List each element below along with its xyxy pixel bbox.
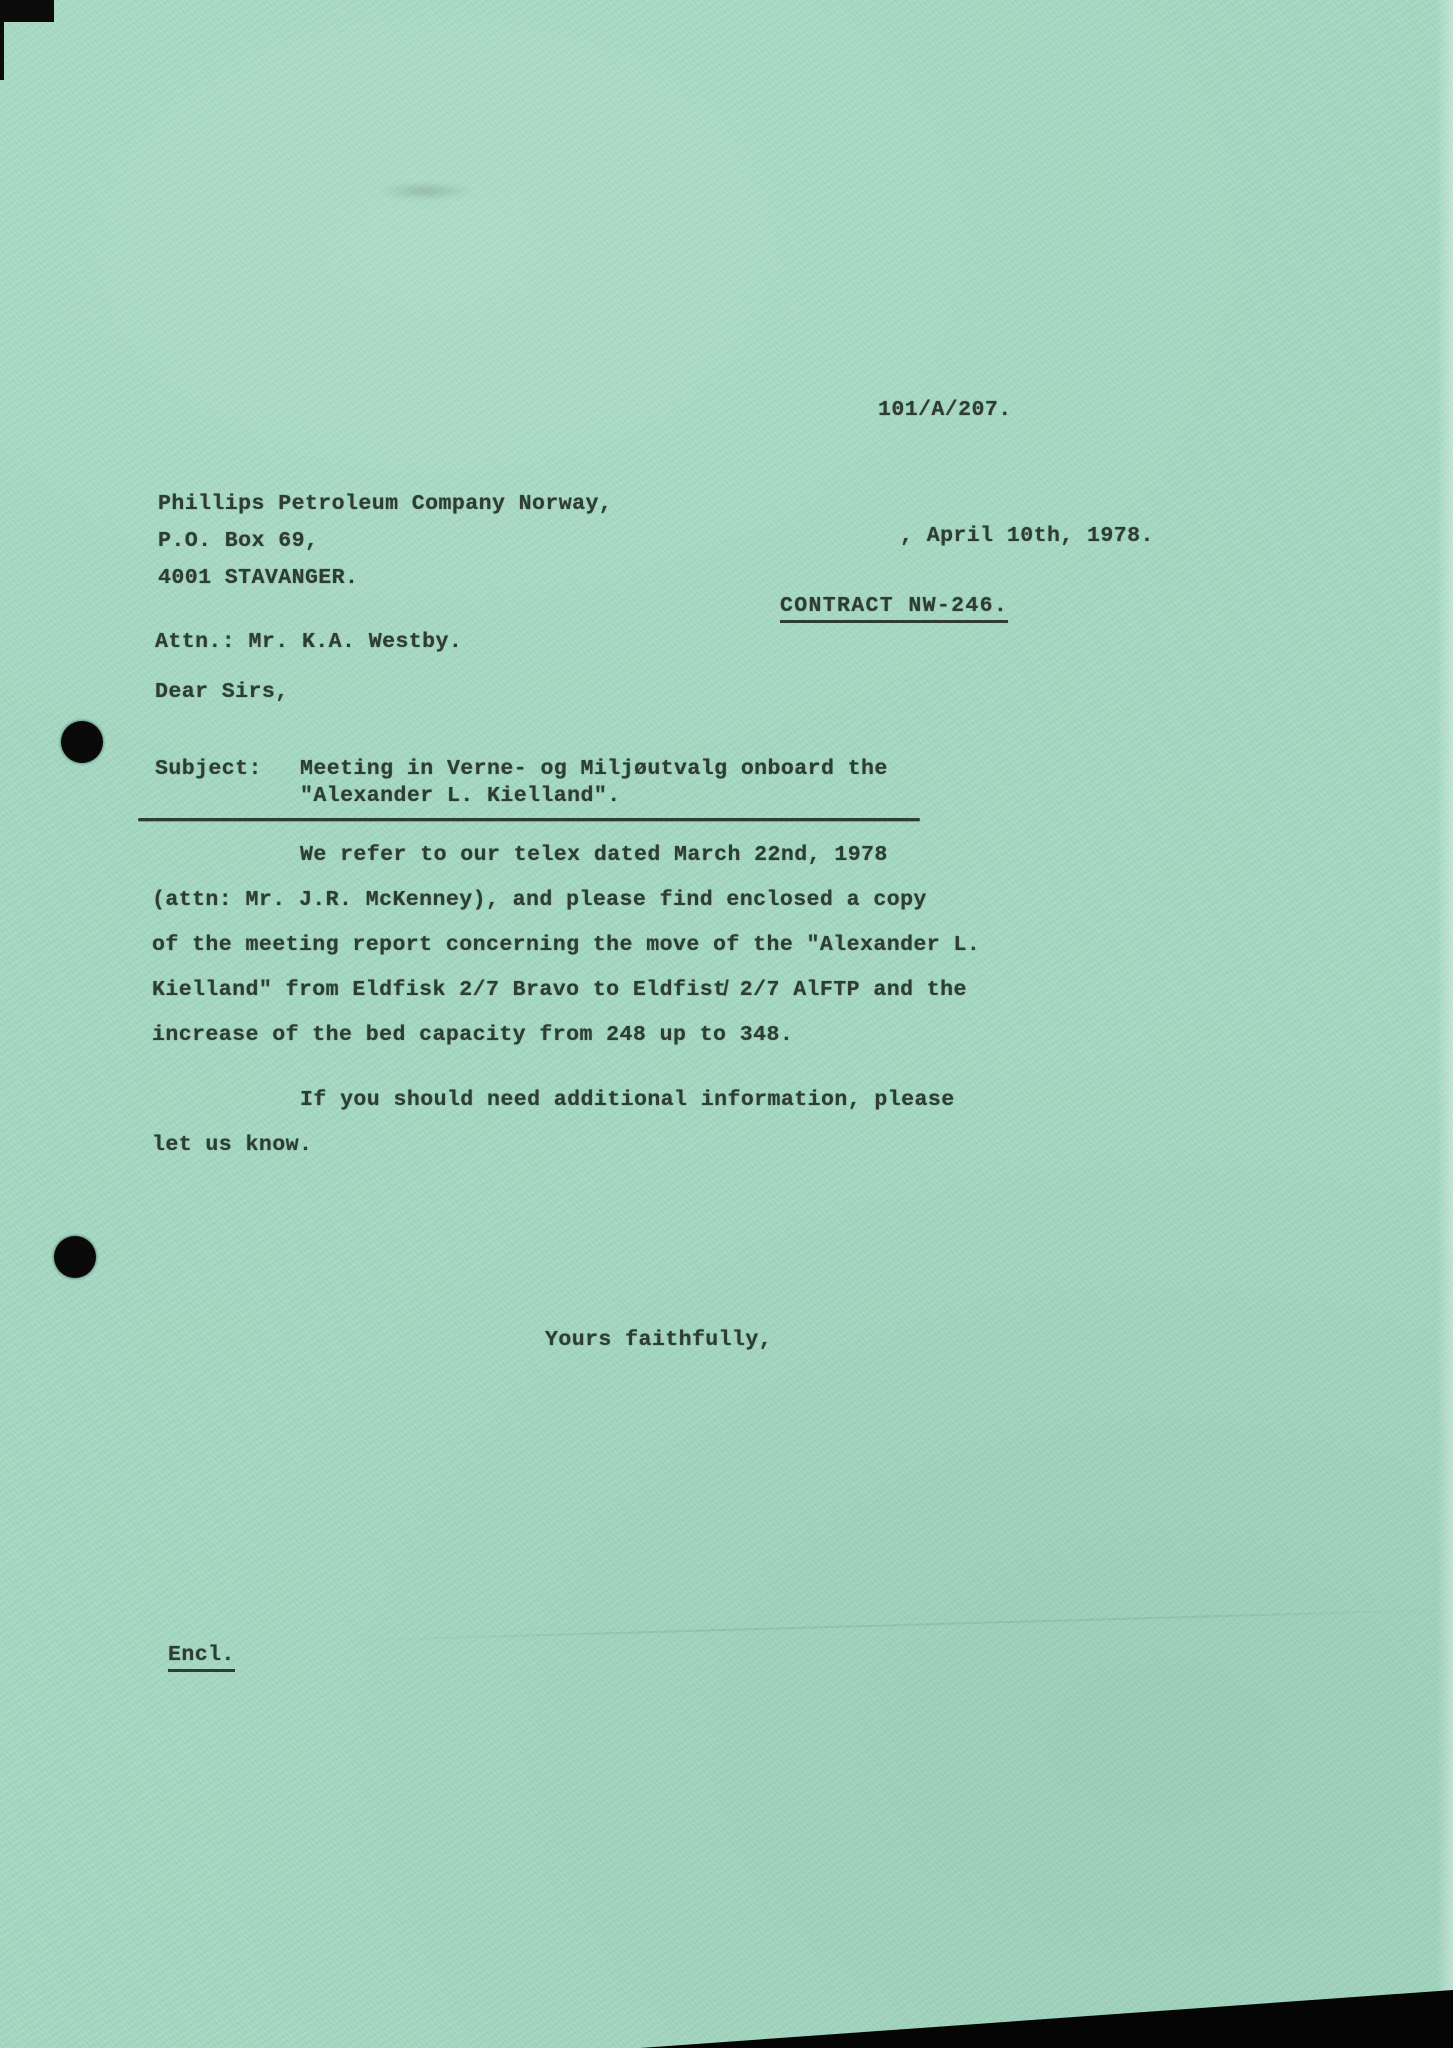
body-line: We refer to our telex dated March 22nd, 1978: [300, 843, 888, 867]
subject-line-1: Meeting in Verne- og Miljøutvalg onboard the: [300, 757, 888, 781]
recipient-company: Phillips Petroleum Company Norway,: [158, 492, 613, 516]
hole-punch-top: [61, 721, 103, 763]
subject-label: Subject:: [155, 757, 262, 781]
body-line: Kielland" from Eldfisk 2/7 Bravo to Eldfist̸ 2/7 AlFTP and the: [152, 978, 967, 1002]
reference-number: 101/A/207.: [878, 398, 1012, 422]
subject-underline: [138, 818, 920, 821]
scan-corner-top-left: [0, 0, 54, 22]
closing-line: Yours faithfully,: [545, 1328, 773, 1352]
enclosure-line: [168, 1643, 235, 1669]
hole-punch-bottom: [54, 1236, 96, 1278]
subject-line-2: "Alexander L. Kielland".: [300, 784, 621, 808]
salutation: Dear Sirs,: [155, 680, 289, 704]
paper-edge-highlight: [1437, 0, 1453, 2048]
attention-line: Attn.: Mr. K.A. Westby.: [155, 630, 463, 654]
enclosure-text: Encl.: [168, 1643, 235, 1672]
scan-edge-left: [0, 0, 4, 80]
recipient-po-box: P.O. Box 69,: [158, 529, 319, 553]
contract-line-text: CONTRACT NW-246.: [780, 594, 1008, 623]
body-line: increase of the bed capacity from 248 up to 348.: [152, 1023, 794, 1047]
contract-line: [780, 594, 1008, 620]
recipient-city: 4001 STAVANGER.: [158, 566, 359, 590]
body-line: let us know.: [152, 1133, 313, 1157]
body-line: If you should need additional information, please: [300, 1088, 955, 1112]
body-line: of the meeting report concerning the move of the "Alexander L.: [152, 933, 981, 957]
eraser-smudge: [378, 182, 473, 200]
body-line: (attn: Mr. J.R. McKenney), and please find enclosed a copy: [152, 888, 927, 912]
date-line: , April 10th, 1978.: [900, 524, 1154, 548]
